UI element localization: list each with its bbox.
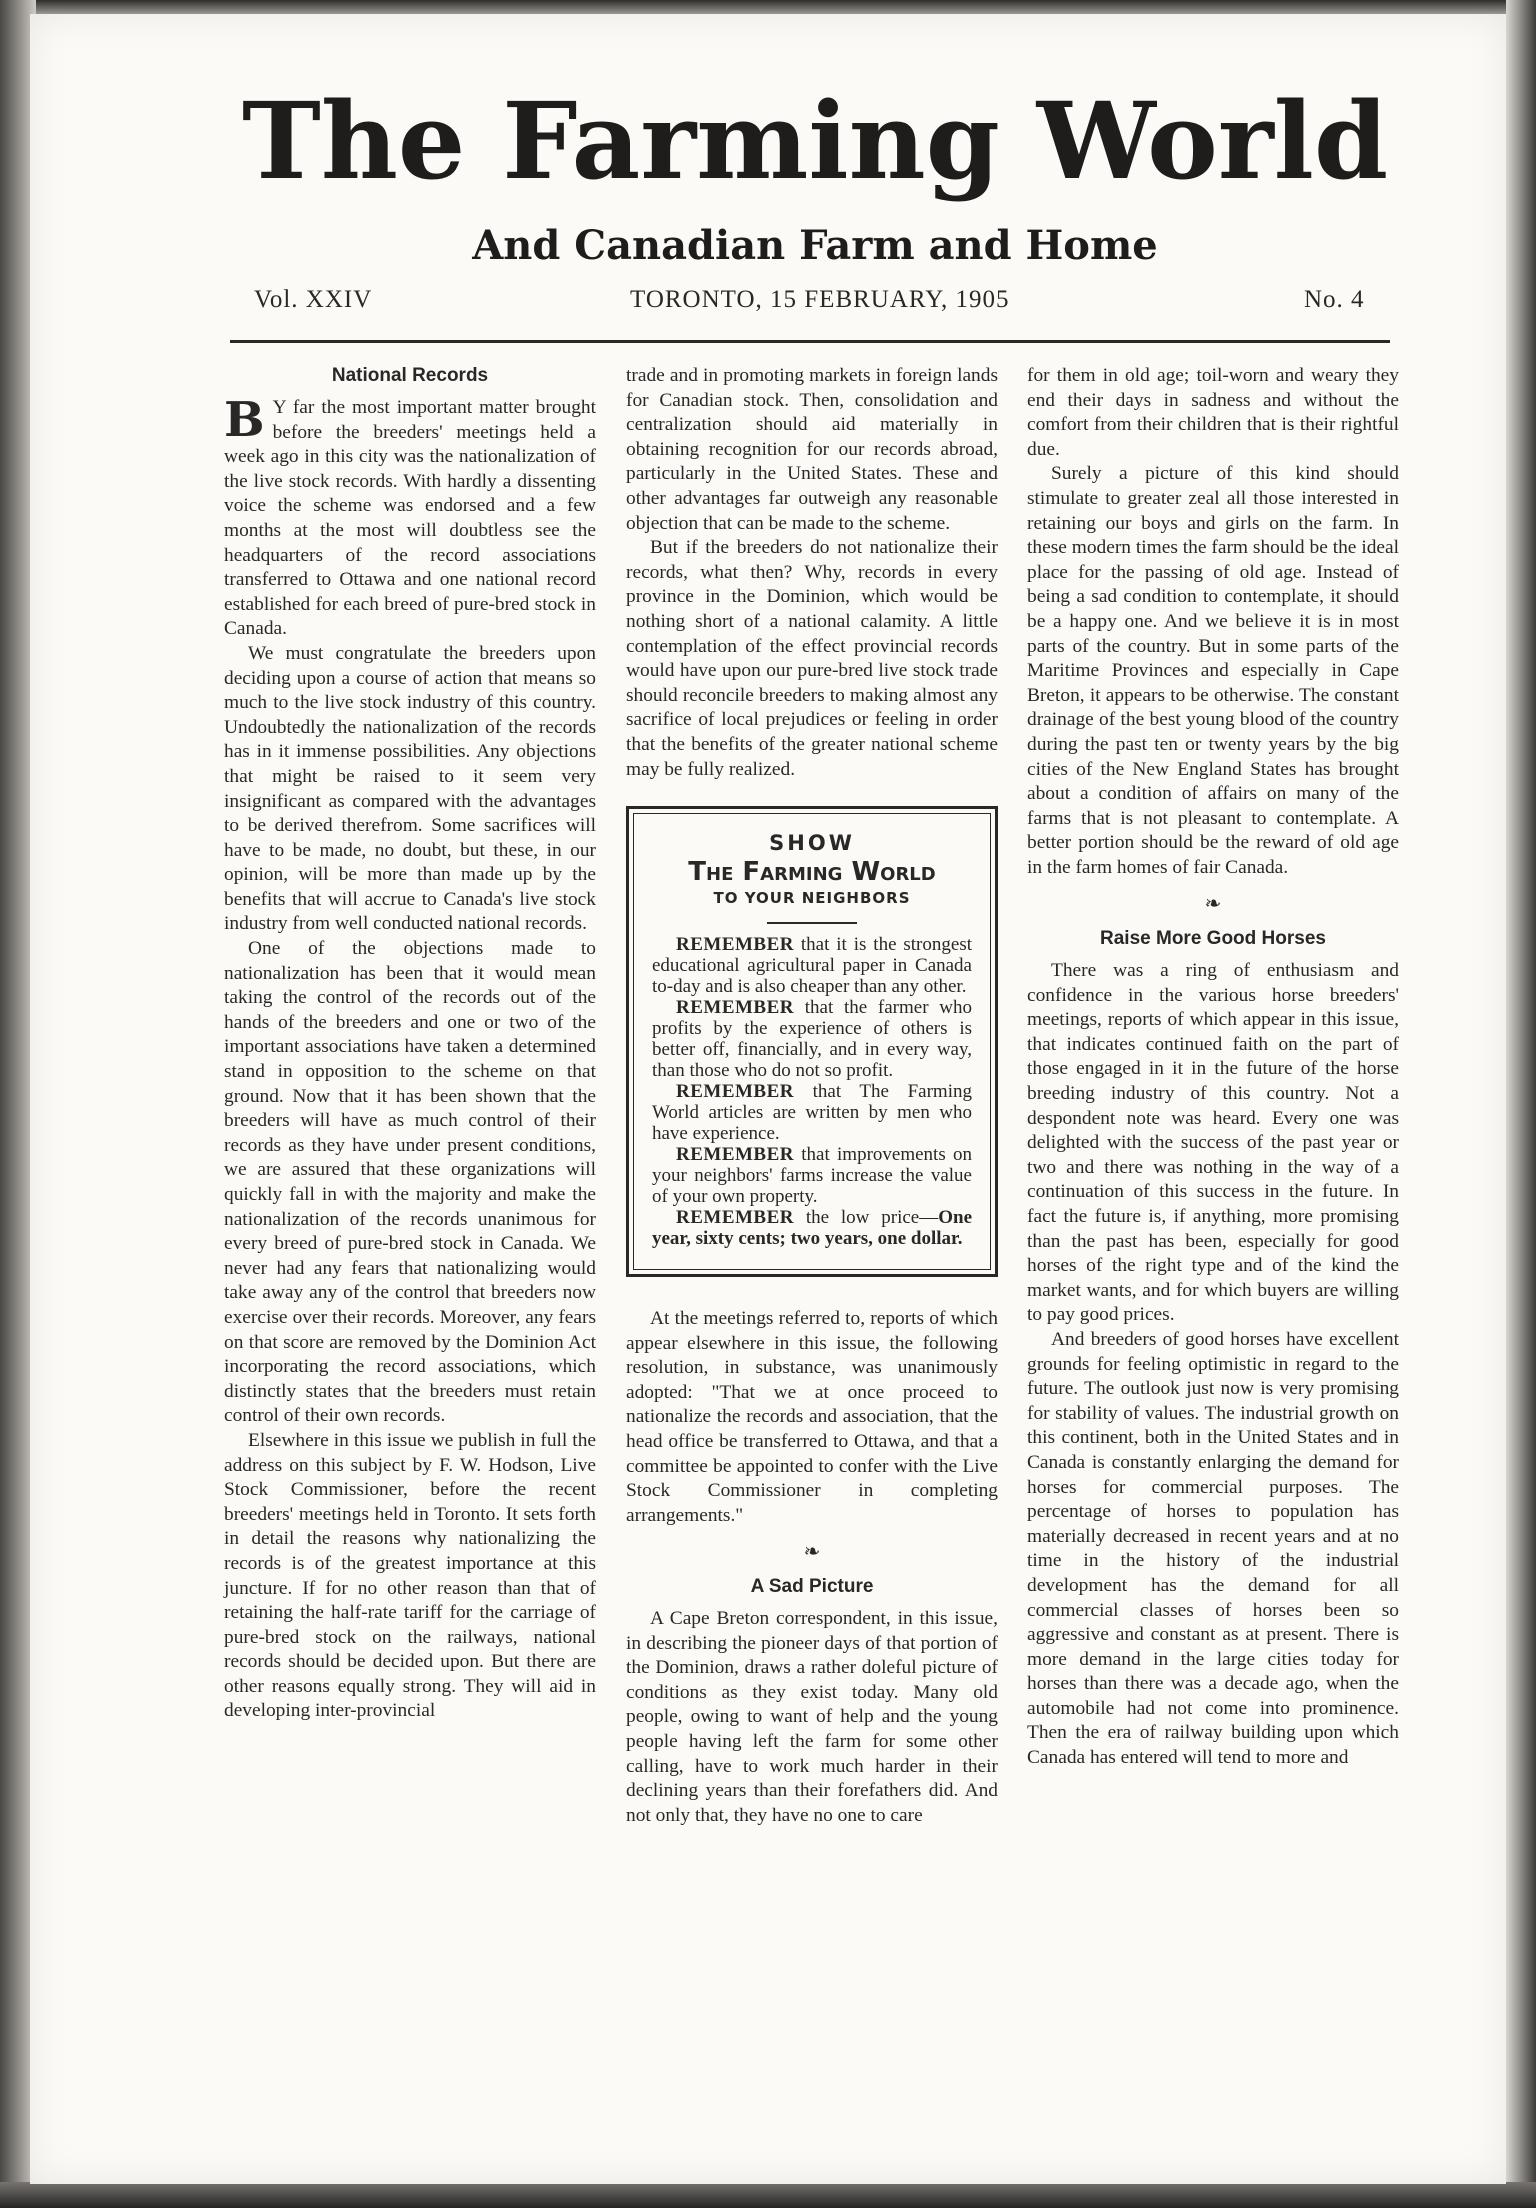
ad-item-lead: REMEMBER xyxy=(676,997,794,1019)
article-paragraph: for them in old age; toil-worn and weary they end their days in sadness and without the comfort from their children that is their rightful due. xyxy=(1027,365,1399,460)
ad-item-text: the low price— xyxy=(794,1207,939,1229)
ad-divider xyxy=(767,922,857,924)
ad-item xyxy=(652,1207,972,1249)
ad-item-lead: REMEMBER xyxy=(676,1081,794,1103)
ad-subtitle: TO YOUR NEIGHBORS xyxy=(713,889,911,908)
ad-item-text: that the farmer who profits by the experience of others is better off, financially, and in every way, than those who do not so profit. xyxy=(652,997,972,1082)
article-paragraph: Elsewhere in this issue we publish in full the address on this subject by F. W. Hodson, Live Stock Commissioner, before the recent breeders' meetings held in Toronto. It sets forth in detail the reasons why nationalizing the records is of the greatest importance at this juncture. If for no other reason than that of retaining the half-rate tariff for the carriage of pure-bred stock on the railways, national records should be decided upon. But there are other reasons equally strong. They will aid in developing inter-provincial xyxy=(224,1429,596,1722)
ad-item-lead: REMEMBER xyxy=(676,934,794,956)
volume-label: Vol. XXIV xyxy=(254,286,373,313)
ad-title: The Farming World xyxy=(688,857,936,888)
ad-item-text: that it is the strongest educational agricultural paper in Canada to-day and is also cheaper than any other. xyxy=(652,934,972,998)
column-1 xyxy=(224,364,596,1724)
issue-number: No. 4 xyxy=(1304,286,1365,313)
column-2 xyxy=(626,364,998,1828)
advertisement-box xyxy=(626,806,998,1277)
article-heading-sad-picture: A Sad Picture xyxy=(750,1576,874,1598)
article-paragraph: And breeders of good horses have excellent grounds for feeling optimistic in regard to the future. The outlook just now is very promising for stability of values. The industrial growth on this continent, both in the United States and in Canada is constantly enlarging the demand for horses for commercial purposes. The percentage of horses to population has materially decreased in recent years and at no time in the history of the industrial development has the demand for all commercial classes of horses been so aggressive and constant as at present. There is more demand in the large cities today for horses than there was a decade ago, when the automobile had not come into prominence. Then the era of railway building upon which Canada has entered will tend to more and xyxy=(1027,1328,1399,1769)
article-paragraph: We must congratulate the breeders upon deciding upon a course of action that means so much to the live stock industry of this country. Undoubtedly the nationalization of the records has in it immense possibilities. Any objections that might be raised to it seem very insignificant as compared with the advantages to be derived therefrom. Some sacrifices will have to be made, no doubt, but these, in our opinion, will be more than made up by the benefits that will accrue to Canada's live stock industry from well conducted national records. xyxy=(224,642,596,935)
ad-item-text: that improvements on your neighbors' farms increase the value of your own property. xyxy=(652,1144,972,1208)
ad-item xyxy=(652,1081,972,1144)
column-3 xyxy=(1027,364,1399,1771)
drop-cap: B xyxy=(224,392,265,448)
paragraph-text: Y far the most important matter brought before the breeders' meetings held a week ago in this city was the nationalization of the live stock records. With hardly a dissenting voice the scheme was endorsed and a few months at the most will doubtless see the headquarters of the record associations transferred to Ottawa and one national record established for each breed of pure-bred stock in Canada. xyxy=(224,397,596,640)
fleuron-ornament: ❧ xyxy=(803,1541,821,1564)
article-paragraph: Surely a picture of this kind should stimulate to greater zeal all those interested in retaining our boys and girls on the farm. In these modern times the farm should be the ideal place for the passing of old age. Instead of being a sad condition to contemplate, it should be a happy one. And we believe it is in most parts of the country. But in some parts of the Maritime Provinces and especially in Cape Breton, it appears to be otherwise. The constant drainage of the best young blood of the country during the past ten or twenty years by the big cities of the New England States has brought about a condition of affairs on many of the farms that is not pleasant to contemplate. A better portion should be the reward of old age in the farm homes of fair Canada. xyxy=(1027,463,1399,878)
article-paragraph: A Cape Breton correspondent, in this issue, in describing the pioneer days of that portion of the Dominion, draws a rather doleful picture of conditions as they exist today. Many old people, owing to want of help and the young people having left the farm for some other calling, have to work much harder in their declining years than their forefathers did. And not only that, they have no one to care xyxy=(626,1608,998,1826)
scan-edge-bottom xyxy=(0,2182,1536,2208)
ad-item xyxy=(652,997,972,1081)
article-heading-good-horses: Raise More Good Horses xyxy=(1100,928,1326,950)
masthead-rule xyxy=(230,340,1390,343)
ad-item xyxy=(652,934,972,997)
ad-item-text: that The Farming World articles are written by men who have experience. xyxy=(652,1081,972,1145)
article-paragraph: One of the objections made to nationalization has been that it would mean taking the control of the records out of the hands of the breeders and one or two of the important associations have taken a determined stand in opposition to the scheme on that ground. Now that it has been shown that the breeders will have as much control of their records as they have under present conditions, we are assured that these organizations will quickly fall in with the majority and make the nationalization of the records unanimous for every breed of pure-bred stock in Canada. We never had any fears that nationalizing would take away any of the control that breeders now exercise over their records. Moreover, any fears on that score are removed by the Dominion Act incorporating the record associations, which distinctly states that the breeders must retain control of their own records. xyxy=(224,938,596,1427)
article-paragraph xyxy=(224,392,596,642)
article-paragraph: At the meetings referred to, reports of which appear elsewhere in this issue, the following resolution, in substance, was unanimously adopted: "That we at once proceed to nationalize the records and association, that the head office be transferred to Ottawa, and that a committee be appointed to confer with the Live Stock Commissioner in completing arrangements." xyxy=(626,1308,998,1526)
ad-item-lead: REMEMBER xyxy=(676,1207,794,1229)
article-paragraph: But if the breeders do not nationalize their records, what then? Why, records in every province in the Dominion, which would be nothing short of a national calamity. A little contemplation of the effect provincial records would have upon our pure-bred live stock trade should reconcile breeders to making almost any sacrifice of local prejudices or feeling in order that the benefits of the greater national scheme may be fully realized. xyxy=(626,537,998,780)
ad-item xyxy=(652,1144,972,1207)
ad-item-lead: REMEMBER xyxy=(676,1144,794,1166)
masthead-subtitle: And Canadian Farm and Home xyxy=(472,222,1158,269)
fleuron-ornament: ❧ xyxy=(1204,893,1222,916)
advertisement-inner xyxy=(633,813,991,1270)
scan-edge-top xyxy=(0,0,1536,14)
masthead-title: The Farming World xyxy=(241,78,1389,203)
ad-price-text: One year, sixty cents; two years, one dollar. xyxy=(652,1207,972,1250)
ad-show-label: SHOW xyxy=(769,831,855,856)
article-paragraph: trade and in promoting markets in foreign lands for Canadian stock. Then, consolidation and centralization should aid materially in obtaining recognition for our records abroad, particularly in the United States. These and other advantages far outweigh any reasonable objection that can be made to the scheme. xyxy=(626,365,998,534)
article-heading-national-records: National Records xyxy=(331,365,489,386)
dateline: TORONTO, 15 FEBRUARY, 1905 xyxy=(630,286,1010,313)
scan-edge-right xyxy=(1506,0,1536,2208)
article-paragraph: There was a ring of enthusiasm and confidence in the various horse breeders' meetings, reports of which appear in this issue, that indicates continued faith on the part of those engaged in it in the future of the horse breeding industry of this country. Not a despondent note was heard. Every one was delighted with the success of the past year or two and there was nothing in the way of a continuation of this success in the future. In fact the future is, if anything, more promising than the past has been, especially for good horses of the right type and of the kind the market wants, and for which buyers are willing to pay good prices. xyxy=(1027,960,1399,1326)
